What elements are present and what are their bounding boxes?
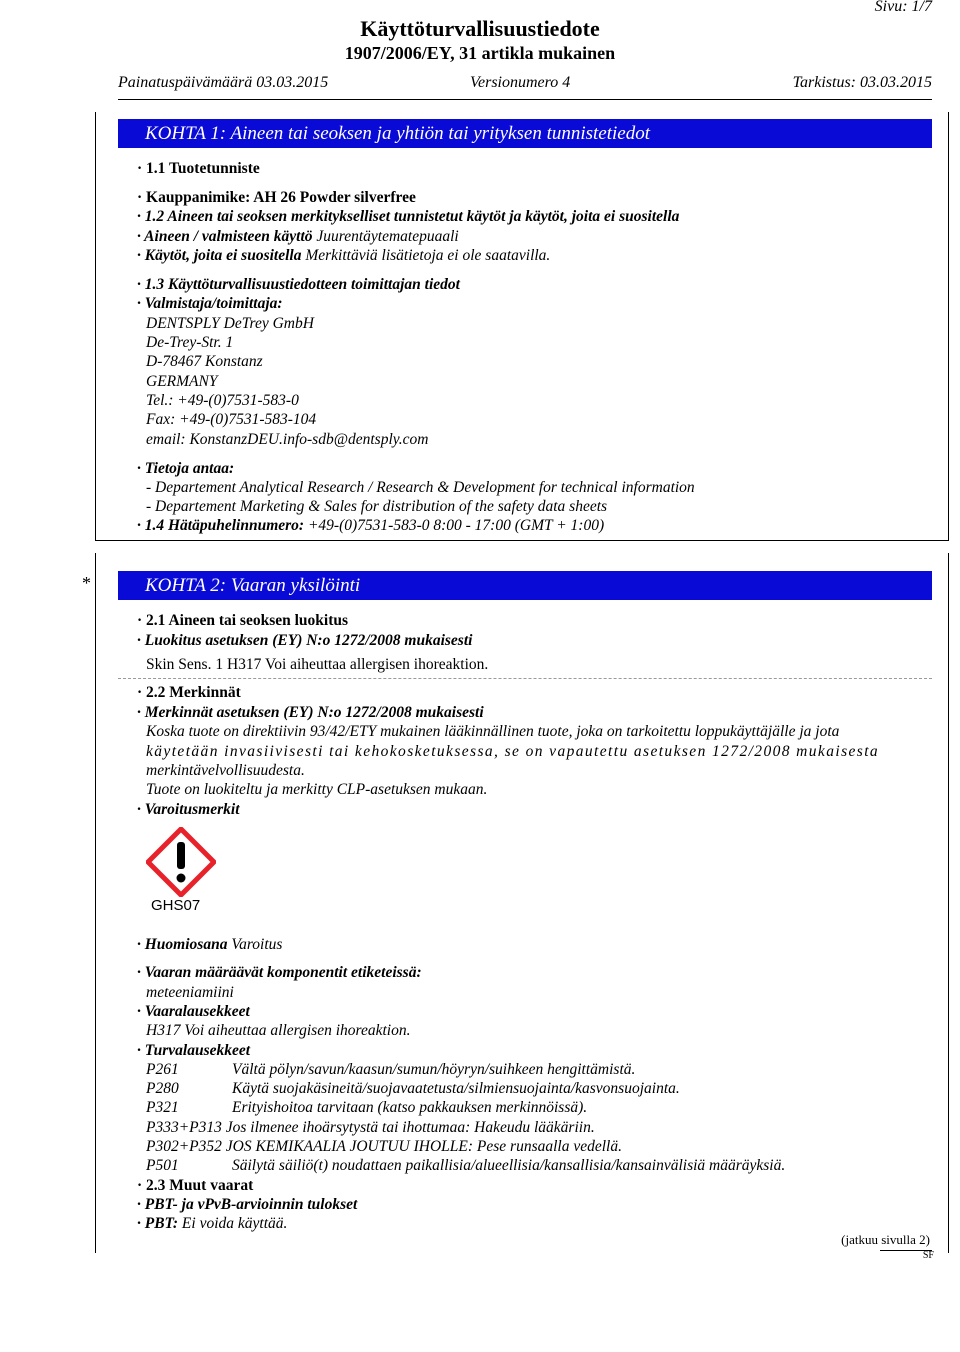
pbt-row xyxy=(137,1215,287,1233)
classification-label: · Luokitus asetuksen (EY) N:o 1272/2008 mukaisesti xyxy=(137,632,473,649)
p-code: P261 xyxy=(146,1061,179,1078)
pictogram-label: · Varoitusmerkit xyxy=(137,801,240,818)
paragraph-line: Koska tuote on direktiivin 93/42/ETY mukainen lääkinnällinen tuote, joka on tarkoitettu loppukäyttäjälle ja jota xyxy=(146,723,840,740)
info-line: - Departement Analytical Research / Research & Development for technical information xyxy=(146,479,695,496)
precautionary-statement xyxy=(146,1157,785,1175)
print-date: Painatuspäivämäärä 03.03.2015 xyxy=(118,74,329,91)
classification-value: Skin Sens. 1 H317 Voi aiheuttaa allergisen ihoreaktion. xyxy=(146,656,489,673)
info-label: · Tietoja antaa: xyxy=(137,460,235,477)
ghs-code: GHS07 xyxy=(151,897,201,914)
components-label: · Vaaran määräävät komponentit etiketeissä: xyxy=(137,964,422,981)
signal-word-label: · Huomiosana xyxy=(137,936,232,953)
language-code: SF xyxy=(922,1250,934,1261)
trade-name-row xyxy=(137,189,416,207)
labelling-label: · Merkinnät asetuksen (EY) N:o 1272/2008 mukaisesti xyxy=(137,704,484,721)
p-text: Säilytä säiliö(t) noudattaen paikallisia/alueellisia/kansallisia/kansainvälisiä määräyksiä. xyxy=(232,1157,786,1174)
s2-2-heading: · 2.2 Merkinnät xyxy=(137,684,241,701)
address-line: D-78467 Konstanz xyxy=(146,353,263,370)
p-code: P501 xyxy=(146,1157,179,1174)
hazard-statements-label: · Vaaralausekkeet xyxy=(137,1003,250,1020)
p-code: P280 xyxy=(146,1080,179,1097)
s2-3-heading: · 2.3 Muut vaarat xyxy=(137,1177,254,1194)
signal-word-value: Varoitus xyxy=(231,936,283,953)
use-label: · Aineen / valmisteen käyttö xyxy=(137,228,317,245)
address-line: Fax: +49-(0)7531-583-104 xyxy=(146,411,317,428)
section1-heading: KOHTA 1: Aineen tai seoksen ja yhtiön tai yrityksen tunnistetiedot xyxy=(118,119,932,148)
not-recommended-value: Merkittäviä lisätietoja ei ole saatavilla. xyxy=(305,247,551,264)
header-divider xyxy=(118,99,932,100)
document-subtitle: 1907/2006/EY, 31 artikla mukainen xyxy=(344,43,616,63)
paragraph-line: merkintävelvollisuudesta. xyxy=(146,762,305,779)
p-code: P321 xyxy=(146,1099,179,1116)
manufacturer-label: · Valmistaja/toimittaja: xyxy=(137,295,283,312)
pbt-label: · PBT- ja vPvB-arvioinnin tulokset xyxy=(137,1196,358,1213)
use-value: Juurentäytematериaali xyxy=(316,228,459,245)
ghs07-exclamation-icon xyxy=(146,827,216,897)
trade-name-value: AH 26 Powder silverfree xyxy=(253,189,416,206)
revision-marker: * xyxy=(82,573,91,593)
page-number: Sivu: 1/7 xyxy=(874,0,932,15)
precautionary-statement xyxy=(146,1099,587,1117)
not-recommended-row xyxy=(137,247,550,265)
precautionary-label: · Turvalausekkeet xyxy=(137,1042,251,1059)
pbt-key: · PBT: xyxy=(137,1215,182,1232)
paragraph-line: käytetään invasiivisesti tai kehokosketuksessa, se on vapautettu asetuksen 1272/2008 mukaisesta xyxy=(146,743,880,760)
address-line: GERMANY xyxy=(146,373,218,390)
address-line: DENTSPLY DeTrey GmbH xyxy=(146,315,314,332)
s1-3-heading: · 1.3 Käyttöturvallisuustiedotteen toimittajan tiedot xyxy=(137,276,460,293)
not-recommended-label: · Käytöt, joita ei suositella xyxy=(137,247,306,264)
emergency-label: · 1.4 Hätäpuhelinnumero: xyxy=(137,517,308,534)
s1-2-heading: · 1.2 Aineen tai seoksen merkitykselliset tunnistetut käytöt ja käytöt, joita ei suositella xyxy=(137,208,680,225)
address-line: Tel.: +49-(0)7531-583-0 xyxy=(146,392,299,409)
trade-name-label: · Kauppanimike: xyxy=(137,189,254,206)
version-number: Versionumero 4 xyxy=(470,74,571,91)
address-line: De-Trey-Str. 1 xyxy=(146,334,234,351)
precautionary-statement xyxy=(146,1061,635,1079)
precautionary-statement xyxy=(146,1080,680,1098)
signal-word-row xyxy=(137,936,282,954)
emergency-row xyxy=(137,517,604,535)
p-text: Vältä pölyn/savun/kaasun/sumun/höyryn/suihkeen hengittämistä. xyxy=(232,1061,636,1078)
info-line: - Departement Marketing & Sales for distribution of the safety data sheets xyxy=(146,498,608,515)
precautionary-statement: P333+P313 Jos ilmenee ihoärsytystä tai ihottumaa: Hakeudu lääkäriin. xyxy=(146,1119,595,1136)
continued-note: (jatkuu sivulla 2) xyxy=(841,1232,930,1247)
precautionary-statement: P302+P352 JOS KEMIKAALIA JOUTUU IHOLLE: Pese runsaalla vedellä. xyxy=(146,1138,622,1155)
use-row xyxy=(137,228,459,246)
s2-1-heading: · 2.1 Aineen tai seoksen luokitus xyxy=(137,612,349,629)
document-title: Käyttöturvallisuustiedote xyxy=(360,16,600,41)
email-line: email: KonstanzDEU.info-sdb@dentsply.com xyxy=(146,431,429,448)
s1-1-heading: · 1.1 Tuotetunniste xyxy=(137,160,260,177)
components-value: meteeniamiini xyxy=(146,984,234,1001)
p-text: Käytä suojakäsineitä/suojavaatetusta/silmiensuojainta/kasvonsuojainta. xyxy=(232,1080,680,1097)
section2-heading: KOHTA 2: Vaaran yksilöinti xyxy=(118,571,932,600)
revision-date: Tarkistus: 03.03.2015 xyxy=(792,74,932,91)
paragraph-line: Tuote on luokiteltu ja merkitty CLP-asetuksen mukaan. xyxy=(146,781,488,798)
emergency-value: +49-(0)7531-583-0 8:00 - 17:00 (GMT + 1:00) xyxy=(307,517,605,534)
p-text: Erityishoitoa tarvitaan (katso pakkauksen merkinnöissä). xyxy=(232,1099,588,1116)
pbt-value: Ei voida käyttää. xyxy=(181,1215,288,1232)
dashed-divider xyxy=(118,678,932,679)
hazard-statement: H317 Voi aiheuttaa allergisen ihoreaktion. xyxy=(146,1022,411,1039)
